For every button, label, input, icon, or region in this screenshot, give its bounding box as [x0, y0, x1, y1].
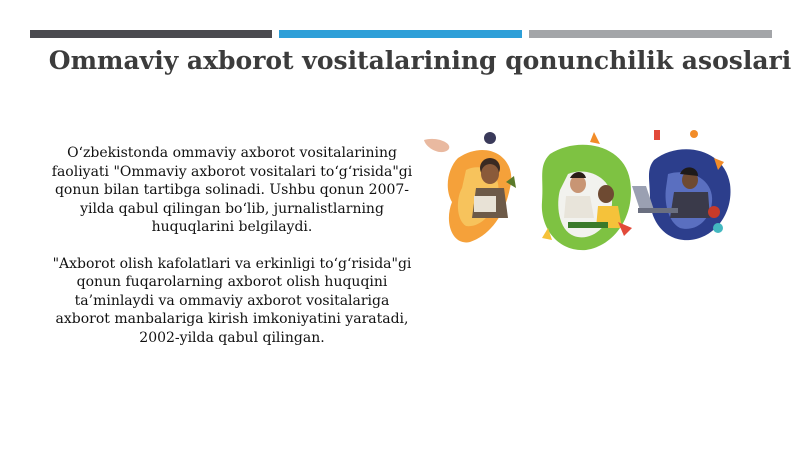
paragraph-2: "Axborot olish kafolatlari va erkinligi to‘g‘risida"gi qonun fuqarolarning axborot olish huquqini ta’minlaydi va ommaviy axborot vositalariga axborot manbalariga kirish imkoniyatini yaratadi, 2002-yilda qabul qilingan. [52, 255, 412, 346]
reading-child-icon [424, 132, 516, 242]
accent-bar-gray [529, 30, 772, 38]
paragraph-1: O‘zbekistonda ommaviy axborot vositalarining faoliyati "Ommaviy axborot vositalari to‘g‘risida"gi qonun bilan tartibga solinadi. Ushbu qonun 2007-yilda qabul qilingan bo‘lib, jurnalistlarning huquqlarini belgilaydi. [51, 145, 413, 235]
child-laptop-icon [632, 130, 731, 240]
children-learning-icon [542, 132, 632, 250]
slide-title: Ommaviy axborot vositalarining qonunchilik asoslari [48, 46, 792, 75]
accent-bar-dark [30, 30, 272, 38]
body-text [48, 144, 416, 365]
children-illustration [418, 118, 744, 260]
accent-bar-blue [279, 30, 522, 38]
